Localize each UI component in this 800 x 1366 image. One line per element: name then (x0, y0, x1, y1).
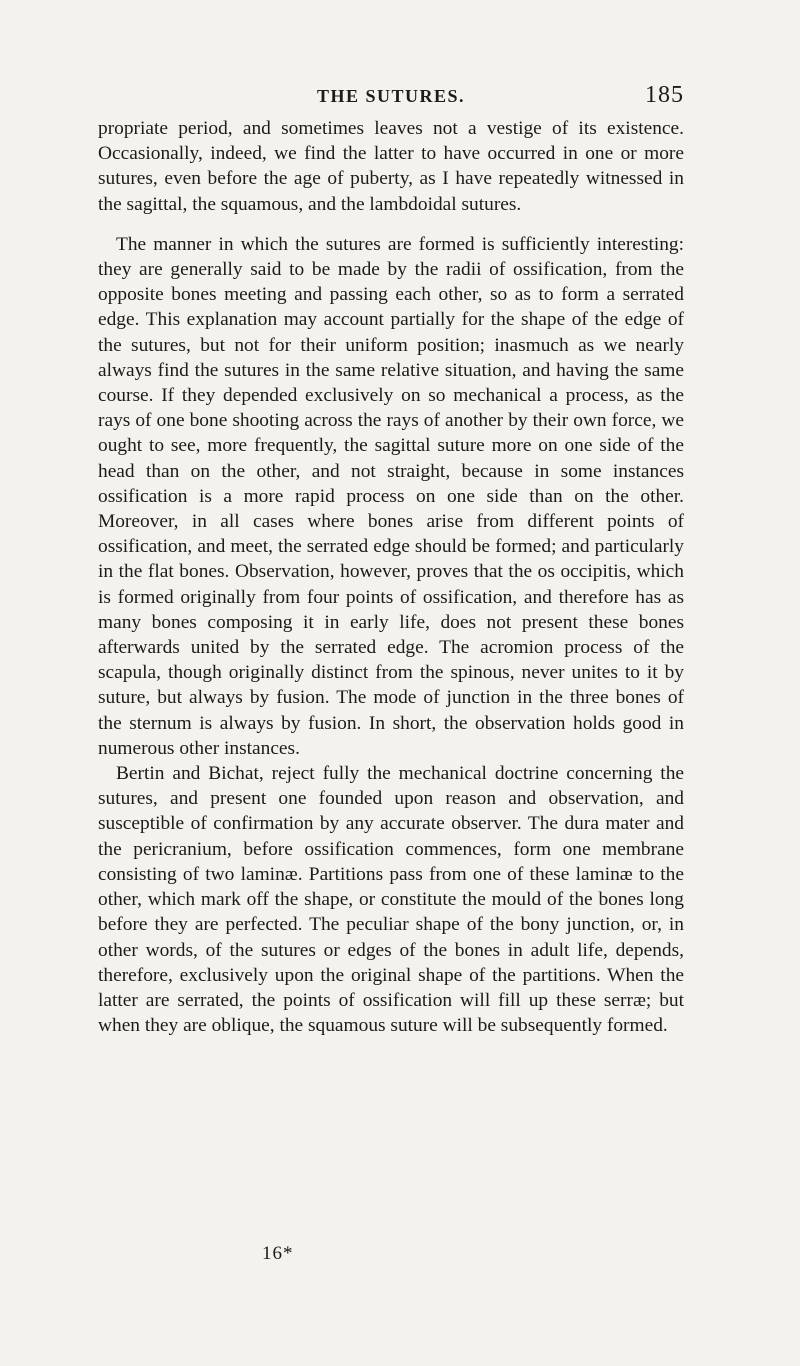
paragraph-1: propriate period, and sometimes leaves not a vestige of its existence. Occasionally, indeed, we find the latter to have occurred in one or more sutures, even before the age of puberty, as I have repeatedly witnessed in the sagittal, the squamous, and the lambdoidal sutures. (98, 118, 684, 215)
running-head (98, 82, 684, 112)
running-title: THE SUTURES. (316, 86, 466, 106)
body-text (98, 116, 684, 1038)
paragraph-2: The manner in which the sutures are formed is sufficiently interesting: they are generally said to be made by the radii of ossification, from the opposite bones meeting and passing each other, so as to form a serrated edge. This explanation may account partially for the shape of the edge of the sutures, but not for their uniform position; inasmuch as we nearly always find the sutures in the same relative situation, and having the same course. If they depended exclusively on so mechanical a process, as the rays of one bone shooting across the rays of another by their own force, we ought to see, more frequently, the sagittal suture more on one side of the head than on the other, and not straight, because in some instances ossification is a more rapid process on one side than on the other. Moreover, in all cases where bones arise from different points of ossification, and meet, the serrated edge should be formed; and particularly in the flat bones. Observation, however, proves that the os occipitis, which is formed originally from four points of ossification, and therefore has as many bones composing it in early life, does not present these bones afterwards united by the serrated edge. The acromion process of the scapula, though originally distinct from the spinous, never unites to it by suture, but always by fusion. The mode of junction in the three bones of the sternum is always by fusion. In short, the observation holds good in numerous other instances. (98, 233, 684, 759)
signature-mark: 16* (262, 1243, 294, 1264)
paragraph-3: Bertin and Bichat, reject fully the mechanical doctrine concerning the sutures, and present one founded upon reason and observation, and susceptible of confirmation by any accurate observer. The dura mater and the pericranium, before ossification commences, form one membrane consisting of two laminæ. Partitions pass from one of these laminæ to the other, which mark off the shape, or constitute the mould of the bones long before they are perfected. The peculiar shape of the bony junction, or, in other words, of the sutures or edges of the bones in adult life, depends, therefore, exclusively upon the original shape of the partitions. When the latter are serrated, the points of ossification will fill up these serræ; but when they are oblique, the squamous suture will be subsequently formed. (98, 763, 684, 1037)
page-number: 185 (645, 82, 684, 108)
